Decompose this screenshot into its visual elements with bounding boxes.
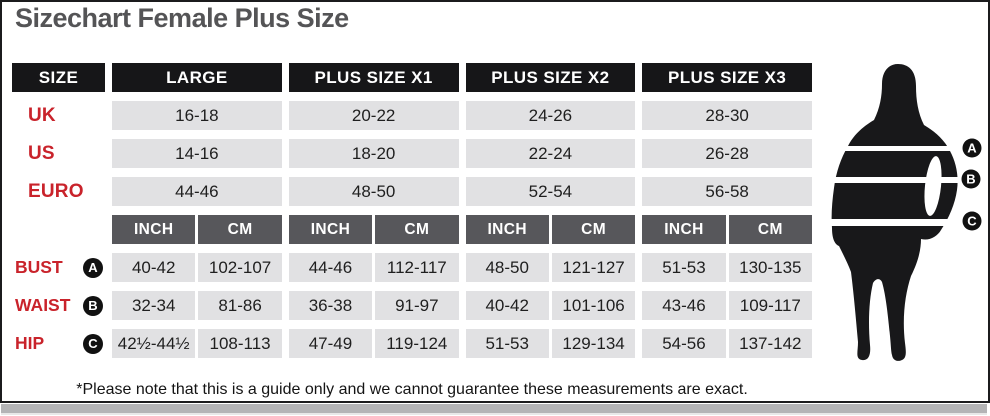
unit-header-cm: CM	[552, 215, 635, 244]
size-cell: 24-26	[466, 101, 636, 130]
measure-cell: 112-117	[375, 253, 458, 282]
measure-cell: 51-53	[642, 253, 725, 282]
waist-line	[828, 177, 960, 183]
measure-cell: 43-46	[642, 291, 725, 320]
unit-header-inch: INCH	[642, 215, 725, 244]
unit-header-cm: CM	[729, 215, 812, 244]
measure-group	[642, 253, 812, 282]
measure-label-text: WAIST	[15, 295, 71, 315]
unit-header-group	[112, 215, 282, 244]
row-label-us: US	[28, 142, 55, 164]
measure-group	[289, 329, 459, 358]
column-header-plus-x3: PLUS SIZE X3	[642, 63, 812, 92]
measure-cell: 102-107	[198, 253, 281, 282]
size-cell: 14-16	[112, 139, 282, 168]
unit-header-inch: INCH	[466, 215, 549, 244]
svg-text:C: C	[967, 213, 977, 229]
size-cell: 48-50	[289, 177, 459, 206]
unit-header-spacer	[12, 215, 105, 244]
table-row-waist	[12, 291, 812, 320]
measure-cell: 129-134	[552, 329, 635, 358]
measure-cell: 108-113	[198, 329, 281, 358]
unit-header-inch: INCH	[112, 215, 195, 244]
row-label-uk: UK	[28, 104, 56, 126]
figure-marker-b	[962, 170, 981, 189]
unit-header-cm: CM	[198, 215, 281, 244]
measure-cell: 109-117	[729, 291, 812, 320]
size-cell: 44-46	[112, 177, 282, 206]
measure-cell: 81-86	[198, 291, 281, 320]
measure-label-text: HIP	[15, 333, 45, 353]
measure-cell: 36-38	[289, 291, 372, 320]
unit-header-cm: CM	[375, 215, 458, 244]
measure-cell: 137-142	[729, 329, 812, 358]
table-row-bust	[12, 253, 812, 282]
size-cell: 18-20	[289, 139, 459, 168]
svg-text:A: A	[967, 140, 977, 156]
measure-cell: 44-46	[289, 253, 372, 282]
female-silhouette-icon	[828, 56, 988, 368]
size-cell: 56-58	[642, 177, 812, 206]
marker-badge-b: B	[83, 296, 103, 316]
measure-group	[642, 291, 812, 320]
measure-cell: 32-34	[112, 291, 195, 320]
measure-group	[642, 329, 812, 358]
unit-header-group	[642, 215, 812, 244]
size-cell: 20-22	[289, 101, 459, 130]
unit-header-group	[466, 215, 636, 244]
unit-header-group	[289, 215, 459, 244]
size-cell: 52-54	[466, 177, 636, 206]
table-row-uk	[12, 101, 812, 130]
measure-group	[112, 329, 282, 358]
size-cell: 26-28	[642, 139, 812, 168]
footnote: *Please note that this is a guide only and we cannot guarantee these measurements are exact.	[76, 381, 748, 398]
measure-group	[466, 291, 636, 320]
table-row-euro	[12, 177, 812, 206]
svg-text:B: B	[966, 171, 976, 187]
figure-panel	[828, 56, 988, 368]
measure-cell: 119-124	[375, 329, 458, 358]
measure-cell: 40-42	[112, 253, 195, 282]
measure-cell: 40-42	[466, 291, 549, 320]
measure-cell: 121-127	[552, 253, 635, 282]
measure-group	[466, 253, 636, 282]
unit-header-row	[12, 215, 812, 244]
row-label-bust	[12, 253, 105, 282]
measure-group	[466, 329, 636, 358]
measure-cell: 42½-44½	[112, 329, 195, 358]
measure-group	[112, 253, 282, 282]
measure-cell: 51-53	[466, 329, 549, 358]
bottom-shadow-strip	[1, 404, 987, 415]
marker-badge-a: A	[83, 258, 103, 278]
figure-marker-c	[963, 212, 982, 231]
measure-group	[289, 253, 459, 282]
table-header-row	[12, 63, 812, 92]
measure-cell: 91-97	[375, 291, 458, 320]
size-table	[12, 63, 812, 358]
measure-label-text: BUST	[15, 257, 63, 277]
measure-cell: 54-56	[642, 329, 725, 358]
row-label-euro: EURO	[28, 180, 84, 202]
measure-cell: 48-50	[466, 253, 549, 282]
row-label-hip	[12, 329, 105, 358]
measure-cell: 101-106	[552, 291, 635, 320]
measure-cell: 130-135	[729, 253, 812, 282]
bust-line	[828, 146, 962, 151]
size-cell: 28-30	[642, 101, 812, 130]
measure-cell: 47-49	[289, 329, 372, 358]
page-title: Sizechart Female Plus Size	[15, 3, 349, 33]
figure-marker-a	[963, 139, 982, 158]
measure-group	[289, 291, 459, 320]
size-cell: 16-18	[112, 101, 282, 130]
table-row-us	[12, 139, 812, 168]
column-header-plus-x1: PLUS SIZE X1	[289, 63, 459, 92]
marker-badge-c: C	[83, 334, 103, 354]
column-header-plus-x2: PLUS SIZE X2	[466, 63, 636, 92]
size-cell: 22-24	[466, 139, 636, 168]
row-label-waist	[12, 291, 105, 320]
column-header-size: SIZE	[12, 63, 105, 92]
unit-header-inch: INCH	[289, 215, 372, 244]
table-row-hip	[12, 329, 812, 358]
column-header-large: LARGE	[112, 63, 282, 92]
hip-line	[828, 219, 962, 226]
measure-group	[112, 291, 282, 320]
